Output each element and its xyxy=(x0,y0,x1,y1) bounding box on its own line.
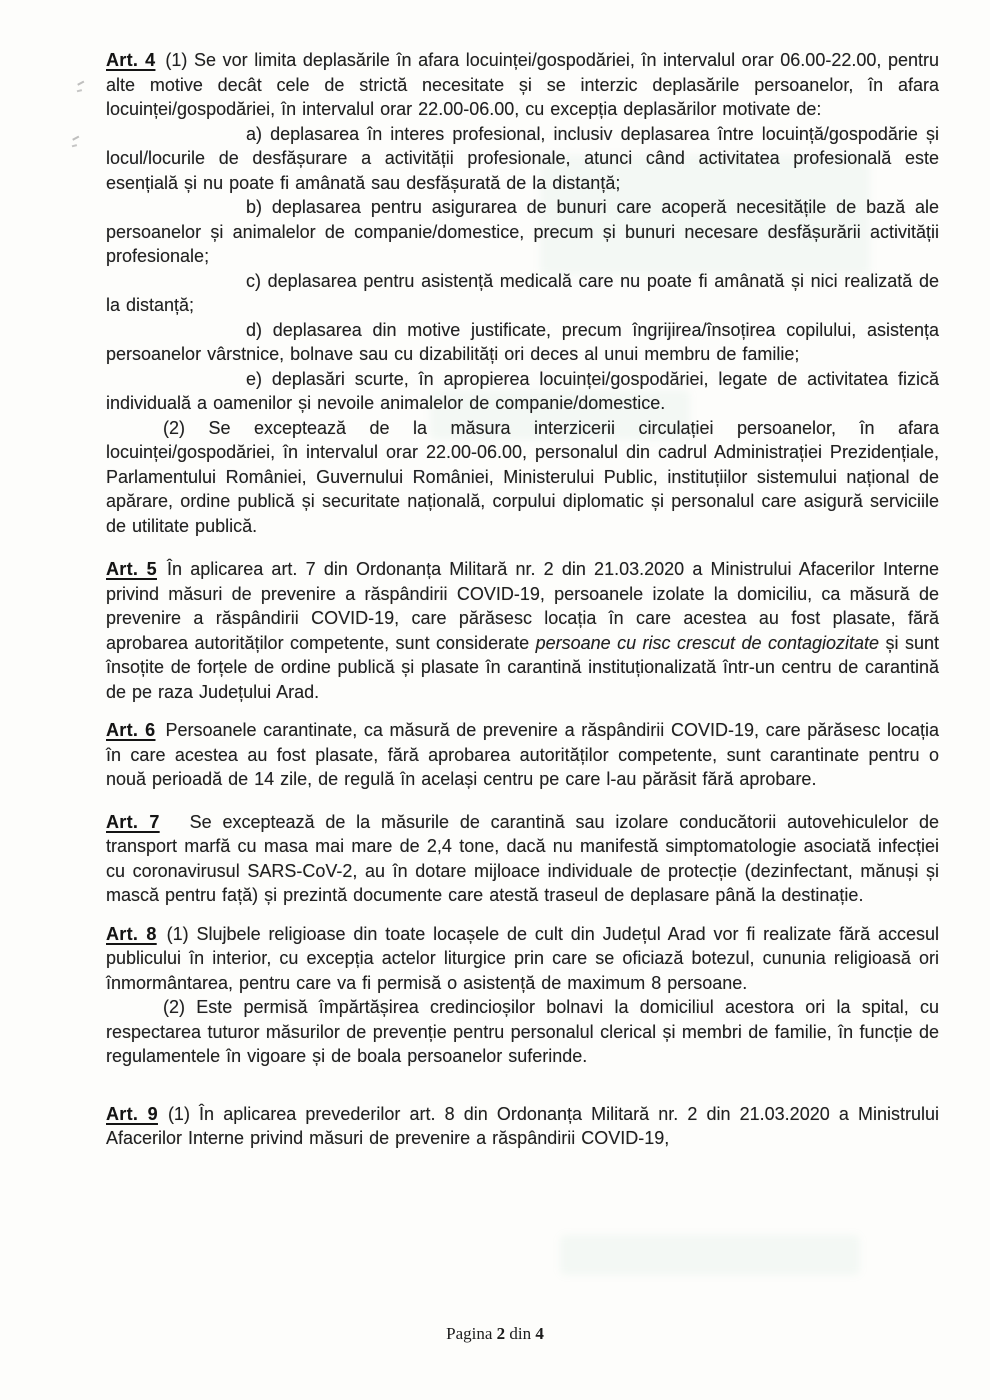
article-4-item-d: d) deplasarea din motive justificate, precum îngrijirea/însoțirea copilului, asistența persoanelor vârstnice, bolnave sau cu dizabilități ori deces al unui membru de familie; xyxy=(106,319,939,364)
article-7-paragraph xyxy=(106,810,939,908)
article-5-paragraph xyxy=(106,557,939,704)
page-footer xyxy=(0,1324,990,1344)
article-6-text: Persoanele carantinate, ca măsură de prevenire a răspândirii COVID-19, care părăsesc locația în care acestea au fost plasate, fără aprobarea autorităților competente, sunt carantinate pentru o nouă perioadă de 14 zile, de regulă în același centru pe care l-au părăsit fără aprobare. xyxy=(106,720,940,789)
document-body xyxy=(106,48,939,1151)
article-8-paragraph-1-text: (1) Slujbele religioase din toate locașele de cult din Județul Arad vor fi realizate fără accesul publicului în interior, cu excepția actelor liturgice prin care se oficiază botezul, cununia religioasă ori înmormântarea, pentru care va fi permisă o asistență de maximum 8 persoane. xyxy=(106,923,939,993)
article-9-paragraph xyxy=(106,1102,939,1151)
article-8-label: Art. 8 xyxy=(106,923,157,944)
article-4-item-b: b) deplasarea pentru asigurarea de bunuri care acoperă necesitățile de bază ale persoanelor și animalelor de companie/domestice, precum și bunuri necesare desfășurării activității profesionale; xyxy=(106,197,939,266)
footer-page-label: Pagina xyxy=(446,1324,493,1343)
article-4-intro-text: (1) Se vor limita deplasările în afara locuinței/gospodăriei, în intervalul orar 06.00-22.00, pentru alte motive decât cele de strictă necesitate și se interzic deplasările persoanelor, în afara locuinței/gospodăriei, în intervalul orar 22.00-06.00, cu excepția deplasărilor motivate de: xyxy=(106,50,940,119)
article-8-paragraph-1 xyxy=(106,922,939,996)
footer-total-pages: 4 xyxy=(535,1324,544,1343)
article-5-text-before: În aplicarea art. 7 din Ordonanța Militară nr. 2 din 21.03.2020 a Ministrului Afacerilor Interne privind măsuri de prevenire a răspândirii COVID-19, persoanele izolate la domiciliu, ca măsură de prevenire a răspândirii COVID-19, care părăsesc locația în care acestea au fost plasate, fără aprobarea autorităților competente, sunt considerate xyxy=(106,559,939,653)
footer-page-number: 2 xyxy=(496,1324,506,1343)
article-7-text: Se exceptează de la măsurile de carantină sau izolare conducătorii autovehiculelor de transport marfă cu masa mai mare de 2,4 tone, dacă nu manifestă simptomatologie asociată infecției cu coronavirusul SARS-CoV-2, au în dotare mijloace individuale de protecție (dezinfectant, mănuși și mască pentru față) și prezintă documente care atestă traseul de deplasare până la destinație. xyxy=(106,811,939,905)
article-6-label: Art. 6 xyxy=(106,720,156,740)
article-4-item-a: a) deplasarea în interes profesional, inclusiv deplasarea între locuință/gospodărie și locul/locurile de desfășurare a activității profesionale, atunci când activitatea profesională este esențială și nu poate fi amânată sau desfășurată de la distanță; xyxy=(106,123,939,193)
article-5-text-after: și sunt însoțite de forțele de ordine publică și plasate în carantină instituționalizată într-un centru de carantină de pe raza Județului Arad. xyxy=(106,632,939,702)
article-4-item-e: e) deplasări scurte, în apropierea locuinței/gospodăriei, legate de activitatea fizică individuală a oamenilor și nevoile animalelor de companie/domestice. xyxy=(106,368,939,413)
article-6-paragraph xyxy=(106,718,939,792)
article-4-paragraph-1 xyxy=(106,48,939,122)
article-5-italic-phrase: persoane cu risc crescut de contagiozitate xyxy=(535,632,880,653)
article-4-item-c: c) deplasarea pentru asistență medicală care nu poate fi amânată și nici realizată de la distanță; xyxy=(106,270,939,315)
article-7-label: Art. 7 xyxy=(106,811,160,832)
article-4-label: Art. 4 xyxy=(106,50,156,70)
article-5-label: Art. 5 xyxy=(106,559,157,579)
ink-bleed-through xyxy=(560,1235,860,1275)
footer-of-label: din xyxy=(509,1324,532,1343)
article-9-label: Art. 9 xyxy=(106,1103,158,1124)
article-4-paragraph-2: (2) Se exceptează de la măsura interzicerii circulației persoanelor, în afara locuinței/gospodăriei, în intervalul orar 22.00-06.00, personalul din cadrul Administrației Prezidențiale, Parlamentului României, Guvernului României, Ministerului Public, instituțiilor sistemului național de apărare, ordine publică și securitate națională, corpului diplomatic și personalul care asigură serviciile de utilitate publică. xyxy=(106,417,939,536)
scan-artifact-mark xyxy=(77,81,86,89)
article-9-text: (1) În aplicarea prevederilor art. 8 din Ordonanța Militară nr. 2 din 21.03.2020 a Ministrului Afacerilor Interne privind măsuri de prevenire a răspândirii COVID-19, xyxy=(106,1103,939,1148)
scan-artifact-mark xyxy=(72,136,81,144)
article-8-paragraph-2: (2) Este permisă împărtășirea credincioșilor bolnavi la domiciliul acestora ori la spital, cu respectarea tuturor măsurilor de prevenție pentru personalul clerical și membri de familie, în funcție de regulamentele în vigoare și de boala persoanelor suferinde. xyxy=(106,997,939,1066)
